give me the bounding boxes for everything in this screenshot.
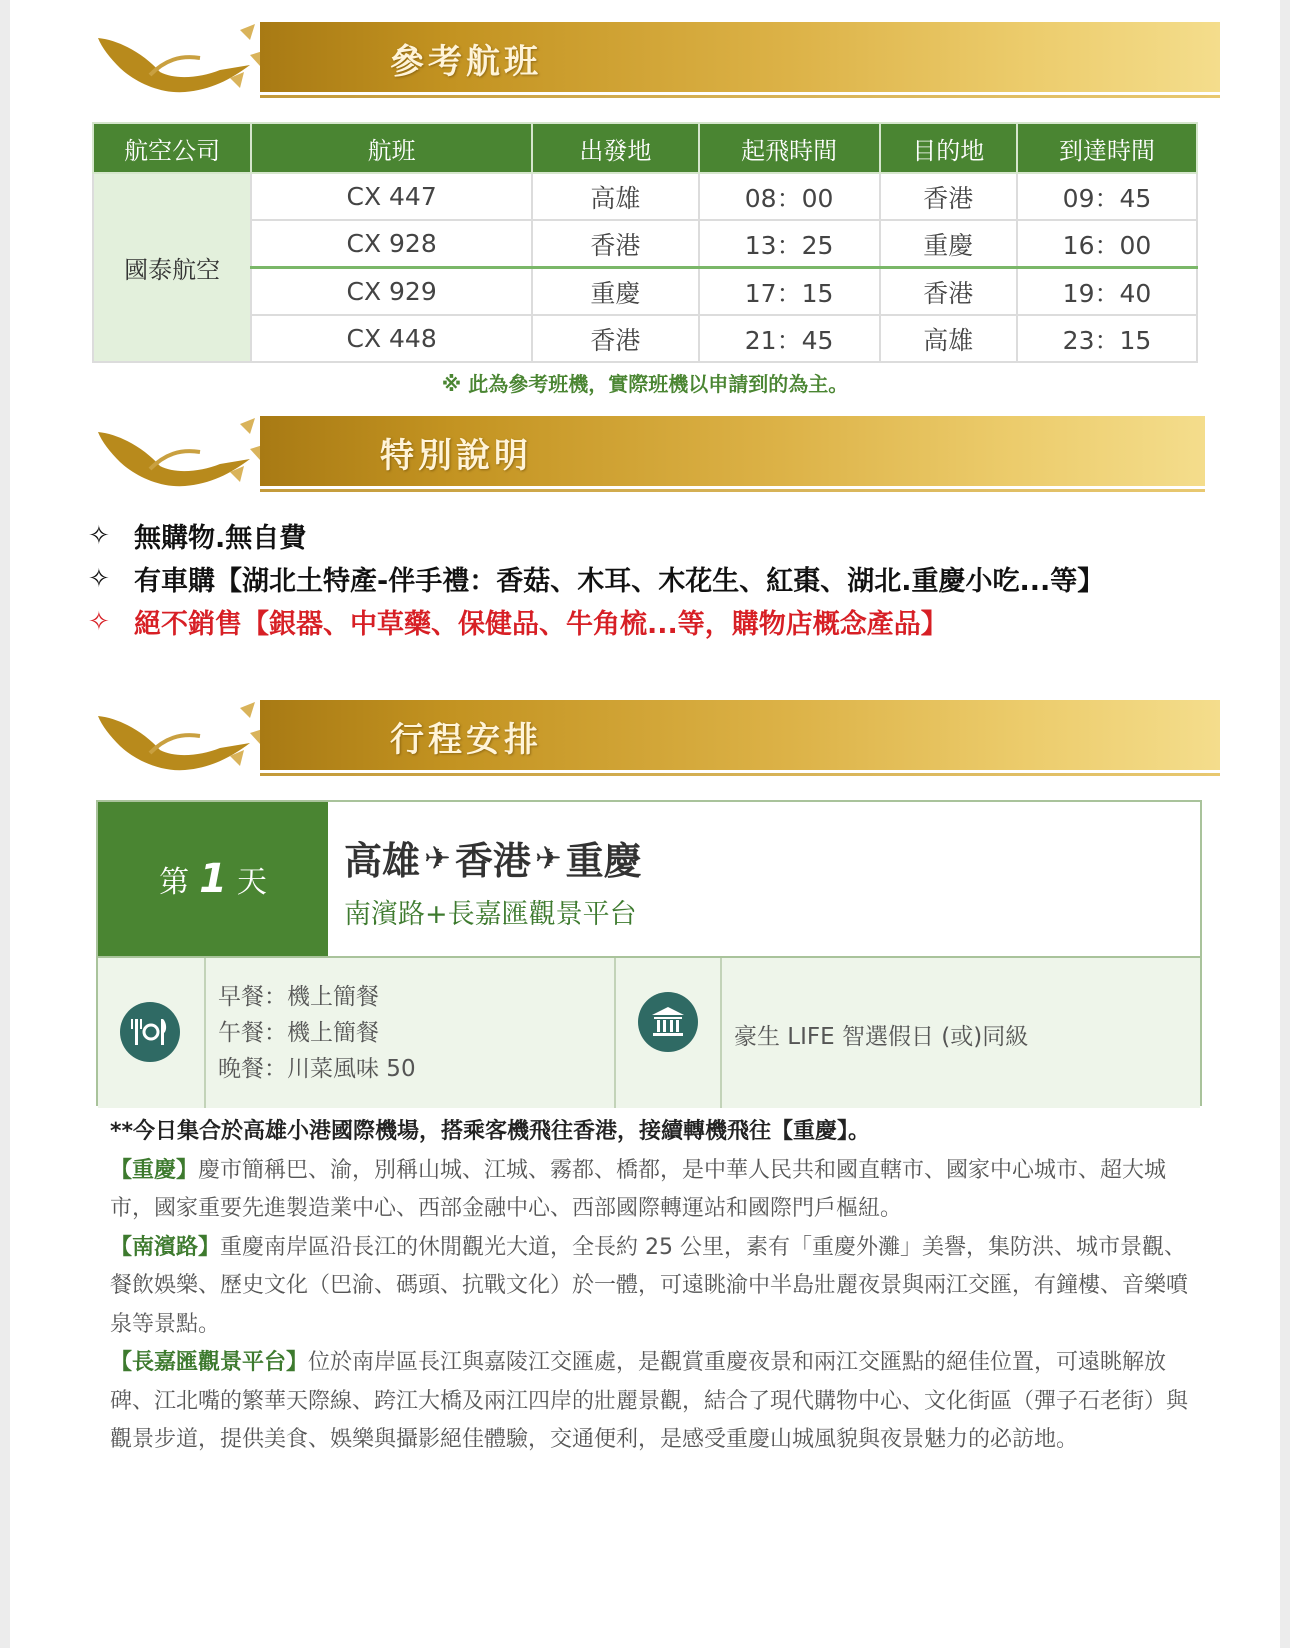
star-bullet-icon: ✧ xyxy=(88,606,110,637)
header-destination: 目的地 xyxy=(880,123,1017,173)
day-subtitle: 南濱路+長嘉匯觀景平台 xyxy=(344,899,637,930)
paragraph xyxy=(110,1229,1200,1345)
arrival-time: 19：40 xyxy=(1017,268,1197,316)
hotel-cell xyxy=(722,958,1200,1108)
day-intro: **今日集合於高雄小港國際機場，搭乘客機飛往香港，接續轉機飛往【重慶】。 xyxy=(110,1119,871,1144)
day-info-row xyxy=(98,956,1200,1108)
destination: 香港 xyxy=(880,173,1017,220)
paragraph-label: 【長嘉匯觀景平台】 xyxy=(110,1350,309,1375)
departure-time: 17：15 xyxy=(699,268,880,316)
meal-icon-cell xyxy=(98,958,206,1108)
itinerary-section-title: 行程安排 xyxy=(390,720,542,760)
table-row xyxy=(93,268,1197,316)
arrival-time: 09：45 xyxy=(1017,173,1197,220)
flight-number: CX 448 xyxy=(251,315,532,362)
header-flight: 航班 xyxy=(251,123,532,173)
paragraph-label: 【重慶】 xyxy=(110,1157,199,1183)
flight-table xyxy=(92,122,1198,363)
day-prefix: 第 xyxy=(159,865,190,900)
flight-section-title: 參考航班 xyxy=(390,42,542,82)
meals-cell xyxy=(206,958,616,1108)
flight-number: CX 929 xyxy=(251,268,532,316)
hotel-name: 豪生 LIFE 智選假日 (或)同級 xyxy=(734,1024,1029,1050)
table-row xyxy=(93,315,1197,362)
header-origin: 出發地 xyxy=(532,123,698,173)
paragraph xyxy=(110,1152,1200,1229)
breakfast: 早餐：機上簡餐 xyxy=(218,984,379,1010)
flight-number: CX 928 xyxy=(251,220,532,268)
day-number: 1 xyxy=(199,856,227,902)
header-departure-time: 起飛時間 xyxy=(699,123,880,173)
lunch: 午餐：機上簡餐 xyxy=(218,1020,379,1046)
route-stop: 高雄 xyxy=(344,839,421,883)
star-bullet-icon: ✧ xyxy=(88,520,110,551)
day-label xyxy=(98,802,328,956)
table-row xyxy=(93,173,1197,220)
destination: 香港 xyxy=(880,268,1017,316)
day-card xyxy=(96,800,1202,1106)
origin: 香港 xyxy=(532,220,698,268)
route-stop: 香港 xyxy=(454,839,531,883)
departure-time: 13：25 xyxy=(699,220,880,268)
airplane-icon: ✈ xyxy=(534,838,562,877)
origin: 香港 xyxy=(532,315,698,362)
dinner: 晚餐：川菜風味 50 xyxy=(218,1056,416,1082)
special-notes-list xyxy=(88,514,1288,643)
paragraph-label: 【南濱路】 xyxy=(110,1234,221,1260)
list-item xyxy=(88,557,1288,600)
header-airline: 航空公司 xyxy=(93,123,251,173)
paragraph-text: 位於南岸區長江與嘉陵江交匯處，是觀賞重慶夜景和兩江交匯點的絕佳位置，可遠眺解放碑、江北嘴的繁華天際線、跨江大橋及兩江四岸的壯麗景觀，結合了現代購物中心、文化街區（彈子石老街）與觀景步道，提供美食、娛樂與攝影絕佳體驗，交通便利，是感受重慶山城風貌與夜景魅力的必訪地。 xyxy=(110,1350,1189,1452)
list-item xyxy=(88,514,1288,557)
note-text: 無購物.無自費 xyxy=(134,523,307,554)
airplane-icon: ✈ xyxy=(424,838,451,877)
note-text: 有車購【湖北土特產-伴手禮：香菇、木耳、木花生、紅棗、湖北.重慶小吃...等】 xyxy=(134,566,1105,597)
note-text: 絕不銷售【銀器、中草藥、保健品、牛角梳...等，購物店概念產品】 xyxy=(134,609,948,640)
route-stop: 重慶 xyxy=(565,839,642,883)
arrival-time: 23：15 xyxy=(1017,315,1197,362)
list-item xyxy=(88,600,1288,643)
meals-list xyxy=(206,958,614,1087)
paragraph-text: 慶市簡稱巴、渝，別稱山城、江城、霧都、橋都，是中華人民共和國直轄市、國家中心城市、超大城市，國家重要先進製造業中心、西部金融中心、西部國際轉運站和國際門戶樞紐。 xyxy=(110,1157,1167,1221)
star-bullet-icon: ✧ xyxy=(88,563,110,594)
header-arrival-time: 到達時間 xyxy=(1017,123,1197,173)
departure-time: 21：45 xyxy=(699,315,880,362)
itinerary-section-banner xyxy=(90,698,1220,778)
destination: 重慶 xyxy=(880,220,1017,268)
flight-table-header xyxy=(93,123,1197,173)
day-description xyxy=(110,1113,1200,1460)
departure-time: 08：00 xyxy=(699,173,880,220)
day-suffix: 天 xyxy=(236,865,267,900)
airline-cell: 國泰航空 xyxy=(93,173,251,362)
building-icon xyxy=(638,992,698,1052)
arrival-time: 16：00 xyxy=(1017,220,1197,268)
paragraph-text: 重慶南岸區沿長江的休閒觀光大道，全長約 25 公里，素有「重慶外灘」美譽，集防洪、城市景觀、餐飲娛樂、歷史文化（巴渝、碼頭、抗戰文化）於一體，可遠眺渝中半島壯麗夜景與兩江交匯，有鐘樓、音樂噴泉等景點。 xyxy=(110,1234,1189,1337)
special-section-banner xyxy=(90,414,1205,494)
hotel-icon-cell xyxy=(616,958,722,1108)
origin: 高雄 xyxy=(532,173,698,220)
table-row xyxy=(93,220,1197,268)
origin: 重慶 xyxy=(532,268,698,316)
paragraph xyxy=(110,1344,1200,1460)
day-route xyxy=(344,830,642,885)
fork-knife-plate-icon xyxy=(120,1002,180,1062)
flight-number: CX 447 xyxy=(251,173,532,220)
page xyxy=(10,0,1280,1648)
flight-section-banner xyxy=(90,20,1220,100)
flight-disclaimer: ※ 此為參考班機，實際班機以申請到的為主。 xyxy=(441,372,849,396)
special-section-title: 特別說明 xyxy=(380,436,532,476)
destination: 高雄 xyxy=(880,315,1017,362)
